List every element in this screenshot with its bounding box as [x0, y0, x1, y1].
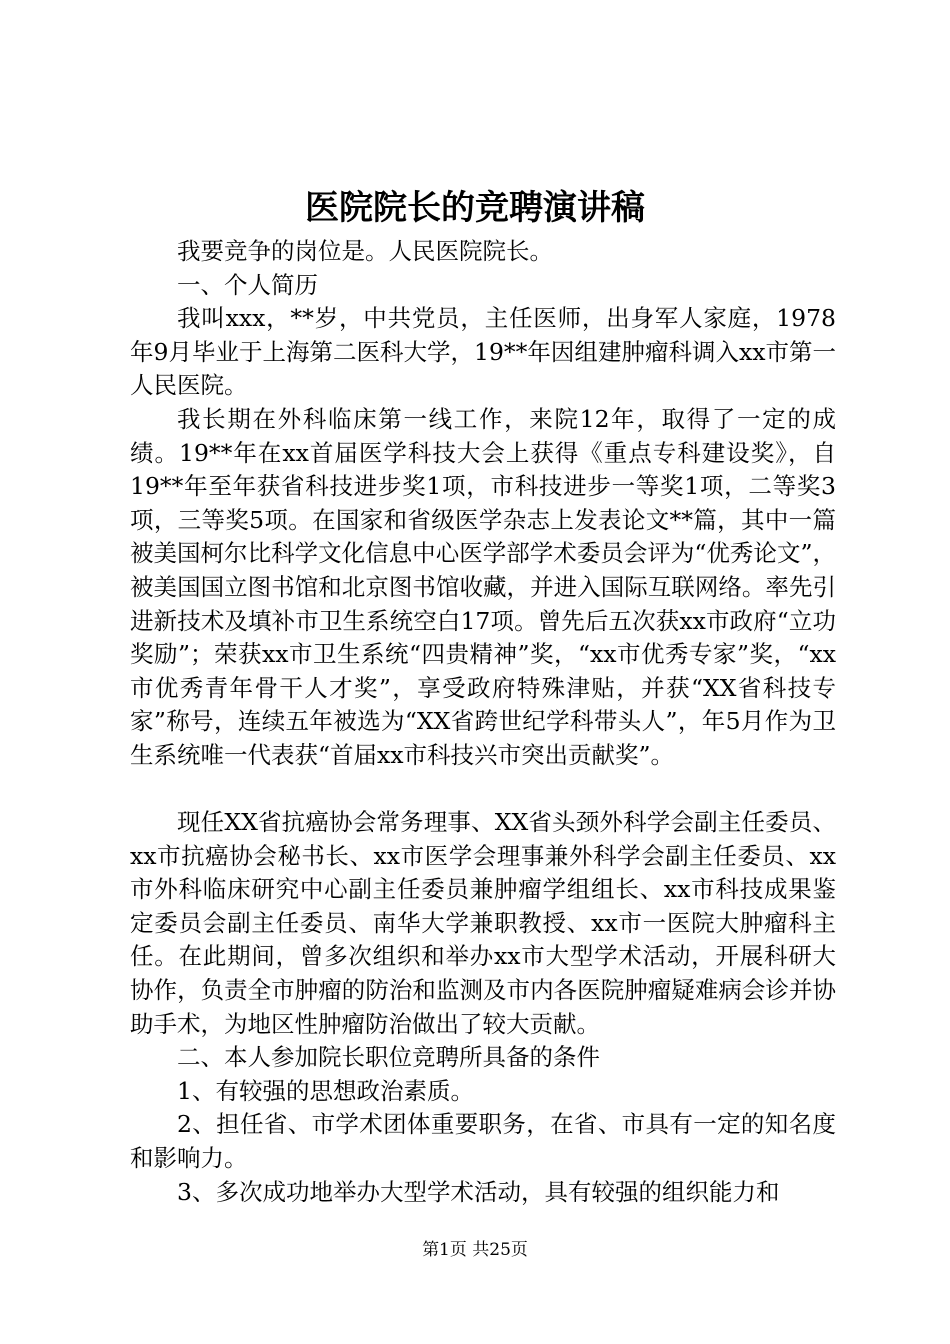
list-item-condition-1: 1、有较强的思想政治素质。: [177, 1076, 474, 1105]
paragraph-position: 我要竞争的岗位是。人民医院院长。: [177, 237, 553, 265]
section-heading-resume: 一、个人简历: [177, 270, 318, 299]
list-item-condition-2: 2、担任省、市学术团体重要职务，在省、市具有一定的知名度和影响力。: [130, 1110, 836, 1173]
list-item-condition-3: 3、多次成功地举办大型学术活动，具有较强的组织能力和: [177, 1177, 780, 1206]
page-footer: 第1页 共25页: [422, 1240, 528, 1260]
document-title: 医院院长的竞聘演讲稿: [305, 188, 645, 228]
document-body: [130, 235, 836, 1209]
section-heading-conditions: 二、本人参加院长职位竞聘所具备的条件: [177, 1043, 600, 1072]
paragraph-introduction: 我叫xxx，**岁，中共党员，主任医师，出身军人家庭，1978年9月毕业于上海第二医科大学，19**年因组建肿瘤科调入xx市第一人民医院。: [130, 304, 836, 400]
paragraph-achievements: 我长期在外科临床第一线工作，来院12年，取得了一定的成绩。19**年在xx首届医学科技大会上获得《重点专科建设奖》，自19**年至年获省科技进步奖1项，市科技进步一等奖1项，二等奖3项，三等奖5项。在国家和省级医学杂志上发表论文**篇，其中一篇被美国柯尔比科学文化信息中心医学部学术委员会评为“优秀论文”，被美国国立图书馆和北京图书馆收藏，并进入国际互联网络。率先引进新技术及填补市卫生系统空白17项。曾先后五次获xx市政府“立功奖励”；荣获xx市卫生系统“四贵精神”奖，“xx市优秀专家”奖，“xx市优秀青年骨干人才奖”，享受政府特殊津贴，并获“XX省科技专家”称号，连续五年被选为“XX省跨世纪学科带头人”，年5月作为卫生系统唯一代表获“首届xx市科技兴市突出贡献奖”。: [130, 404, 836, 769]
paragraph-current-posts: 现任XX省抗癌协会常务理事、XX省头颈外科学会副主任委员、xx市抗癌协会秘书长、xx市医学会理事兼外科学会副主任委员、xx市外科临床研究中心副主任委员兼肿瘤学组组长、xx市科技成果鉴定委员会副主任委员、南华大学兼职教授、xx市一医院大肿瘤科主任。在此期间，曾多次组织和举办xx市大型学术活动，开展科研大协作，负责全市肿瘤的防治和监测及市内各医院肿瘤疑难病会诊并协助手术，为地区性肿瘤防治做出了较大贡献。: [130, 808, 836, 1038]
